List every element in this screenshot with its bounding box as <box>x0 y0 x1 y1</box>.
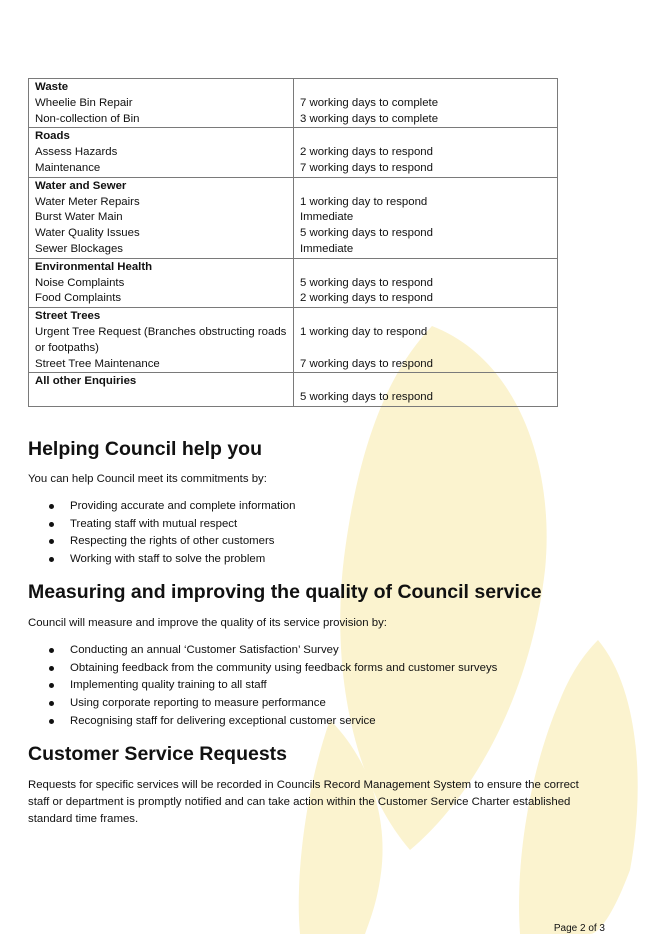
service-name: Maintenance <box>35 161 101 174</box>
response-time: 2 working days to respond <box>300 292 433 305</box>
timeframe-cell <box>294 258 558 307</box>
timeframe-cell <box>294 373 558 407</box>
service-cell <box>29 177 294 258</box>
response-time: 5 working days to respond <box>300 276 433 289</box>
list-item: Providing accurate and complete information <box>28 498 295 516</box>
timeframe-cell <box>294 128 558 177</box>
spacer <box>300 129 551 145</box>
service-cell <box>29 373 294 407</box>
service-cell <box>29 128 294 177</box>
service-name: Water Meter Repairs <box>35 195 140 208</box>
table-row <box>29 308 558 373</box>
service-timeframe-table <box>28 78 558 407</box>
response-time: 7 working days to respond <box>300 161 433 174</box>
service-cell <box>29 79 294 128</box>
table-row <box>29 128 558 177</box>
helping-intro: You can help Council meet its commitments by: <box>28 473 267 485</box>
table-row <box>29 258 558 307</box>
list-item: Obtaining feedback from the community using feedback forms and customer surveys <box>28 660 497 678</box>
spacer <box>300 80 551 96</box>
table-row <box>29 177 558 258</box>
response-time: 1 working day to respond <box>300 325 428 338</box>
timeframe-cell <box>294 177 558 258</box>
response-time: 7 working days to complete <box>300 96 439 109</box>
list-item: Implementing quality training to all staff <box>28 677 497 695</box>
response-time: 3 working days to complete <box>300 112 439 125</box>
list-item: Treating staff with mutual respect <box>28 516 295 534</box>
list-item: Recognising staff for delivering exceptional customer service <box>28 713 497 731</box>
table-row <box>29 79 558 128</box>
service-name: Non-collection of Bin <box>35 112 140 125</box>
helping-bullet-list <box>28 498 295 569</box>
response-time: 5 working days to respond <box>300 227 433 240</box>
table-row <box>29 373 558 407</box>
spacer <box>300 260 551 276</box>
category-heading: Environmental Health <box>35 260 153 273</box>
service-name: Assess Hazards <box>35 146 118 159</box>
measuring-bullet-list <box>28 642 497 730</box>
list-item: Respecting the rights of other customers <box>28 533 295 551</box>
service-cell <box>29 308 294 373</box>
list-item: Working with staff to solve the problem <box>28 551 295 569</box>
service-name: Water Quality Issues <box>35 227 140 240</box>
spacer <box>300 374 551 390</box>
service-name: Food Complaints <box>35 292 122 305</box>
spacer <box>300 309 551 325</box>
service-cell <box>29 258 294 307</box>
requests-body: Requests for specific services will be recorded in Councils Record Management System to ensure the correct staff or department is promptly notified and can take action within the Customer Service Charter established standard time frames. <box>28 779 579 825</box>
service-name: Wheelie Bin Repair <box>35 96 133 109</box>
service-name <box>35 390 287 406</box>
response-time: 1 working day to respond <box>300 195 428 208</box>
response-time: Immediate <box>300 211 354 224</box>
service-name: Noise Complaints <box>35 276 125 289</box>
category-heading: Street Trees <box>35 310 101 323</box>
response-time: 5 working days to respond <box>300 391 433 404</box>
service-name: Urgent Tree Request (Branches obstructing roads or footpaths) <box>35 325 287 354</box>
spacer <box>300 341 551 357</box>
requests-heading: Customer Service Requests <box>28 743 288 765</box>
service-name: Street Tree Maintenance <box>35 357 160 370</box>
list-item: Using corporate reporting to measure performance <box>28 695 497 713</box>
service-name: Burst Water Main <box>35 211 123 224</box>
page-number: Page 2 of 3 <box>553 923 605 934</box>
list-item: Conducting an annual ‘Customer Satisfaction’ Survey <box>28 642 497 660</box>
category-heading: Water and Sewer <box>35 179 127 192</box>
category-heading: Waste <box>35 81 69 93</box>
response-time: Immediate <box>300 242 354 255</box>
timeframe-cell <box>294 308 558 373</box>
response-time: 2 working days to respond <box>300 146 433 159</box>
category-heading: All other Enquiries <box>35 375 137 388</box>
service-name: Sewer Blockages <box>35 242 124 255</box>
timeframe-cell <box>294 79 558 128</box>
spacer <box>300 179 551 195</box>
helping-heading: Helping Council help you <box>28 438 262 460</box>
measuring-intro: Council will measure and improve the quality of its service provision by: <box>28 617 387 629</box>
category-heading: Roads <box>35 130 70 143</box>
response-time: 7 working days to respond <box>300 357 433 370</box>
measuring-heading: Measuring and improving the quality of Council service <box>28 581 542 603</box>
